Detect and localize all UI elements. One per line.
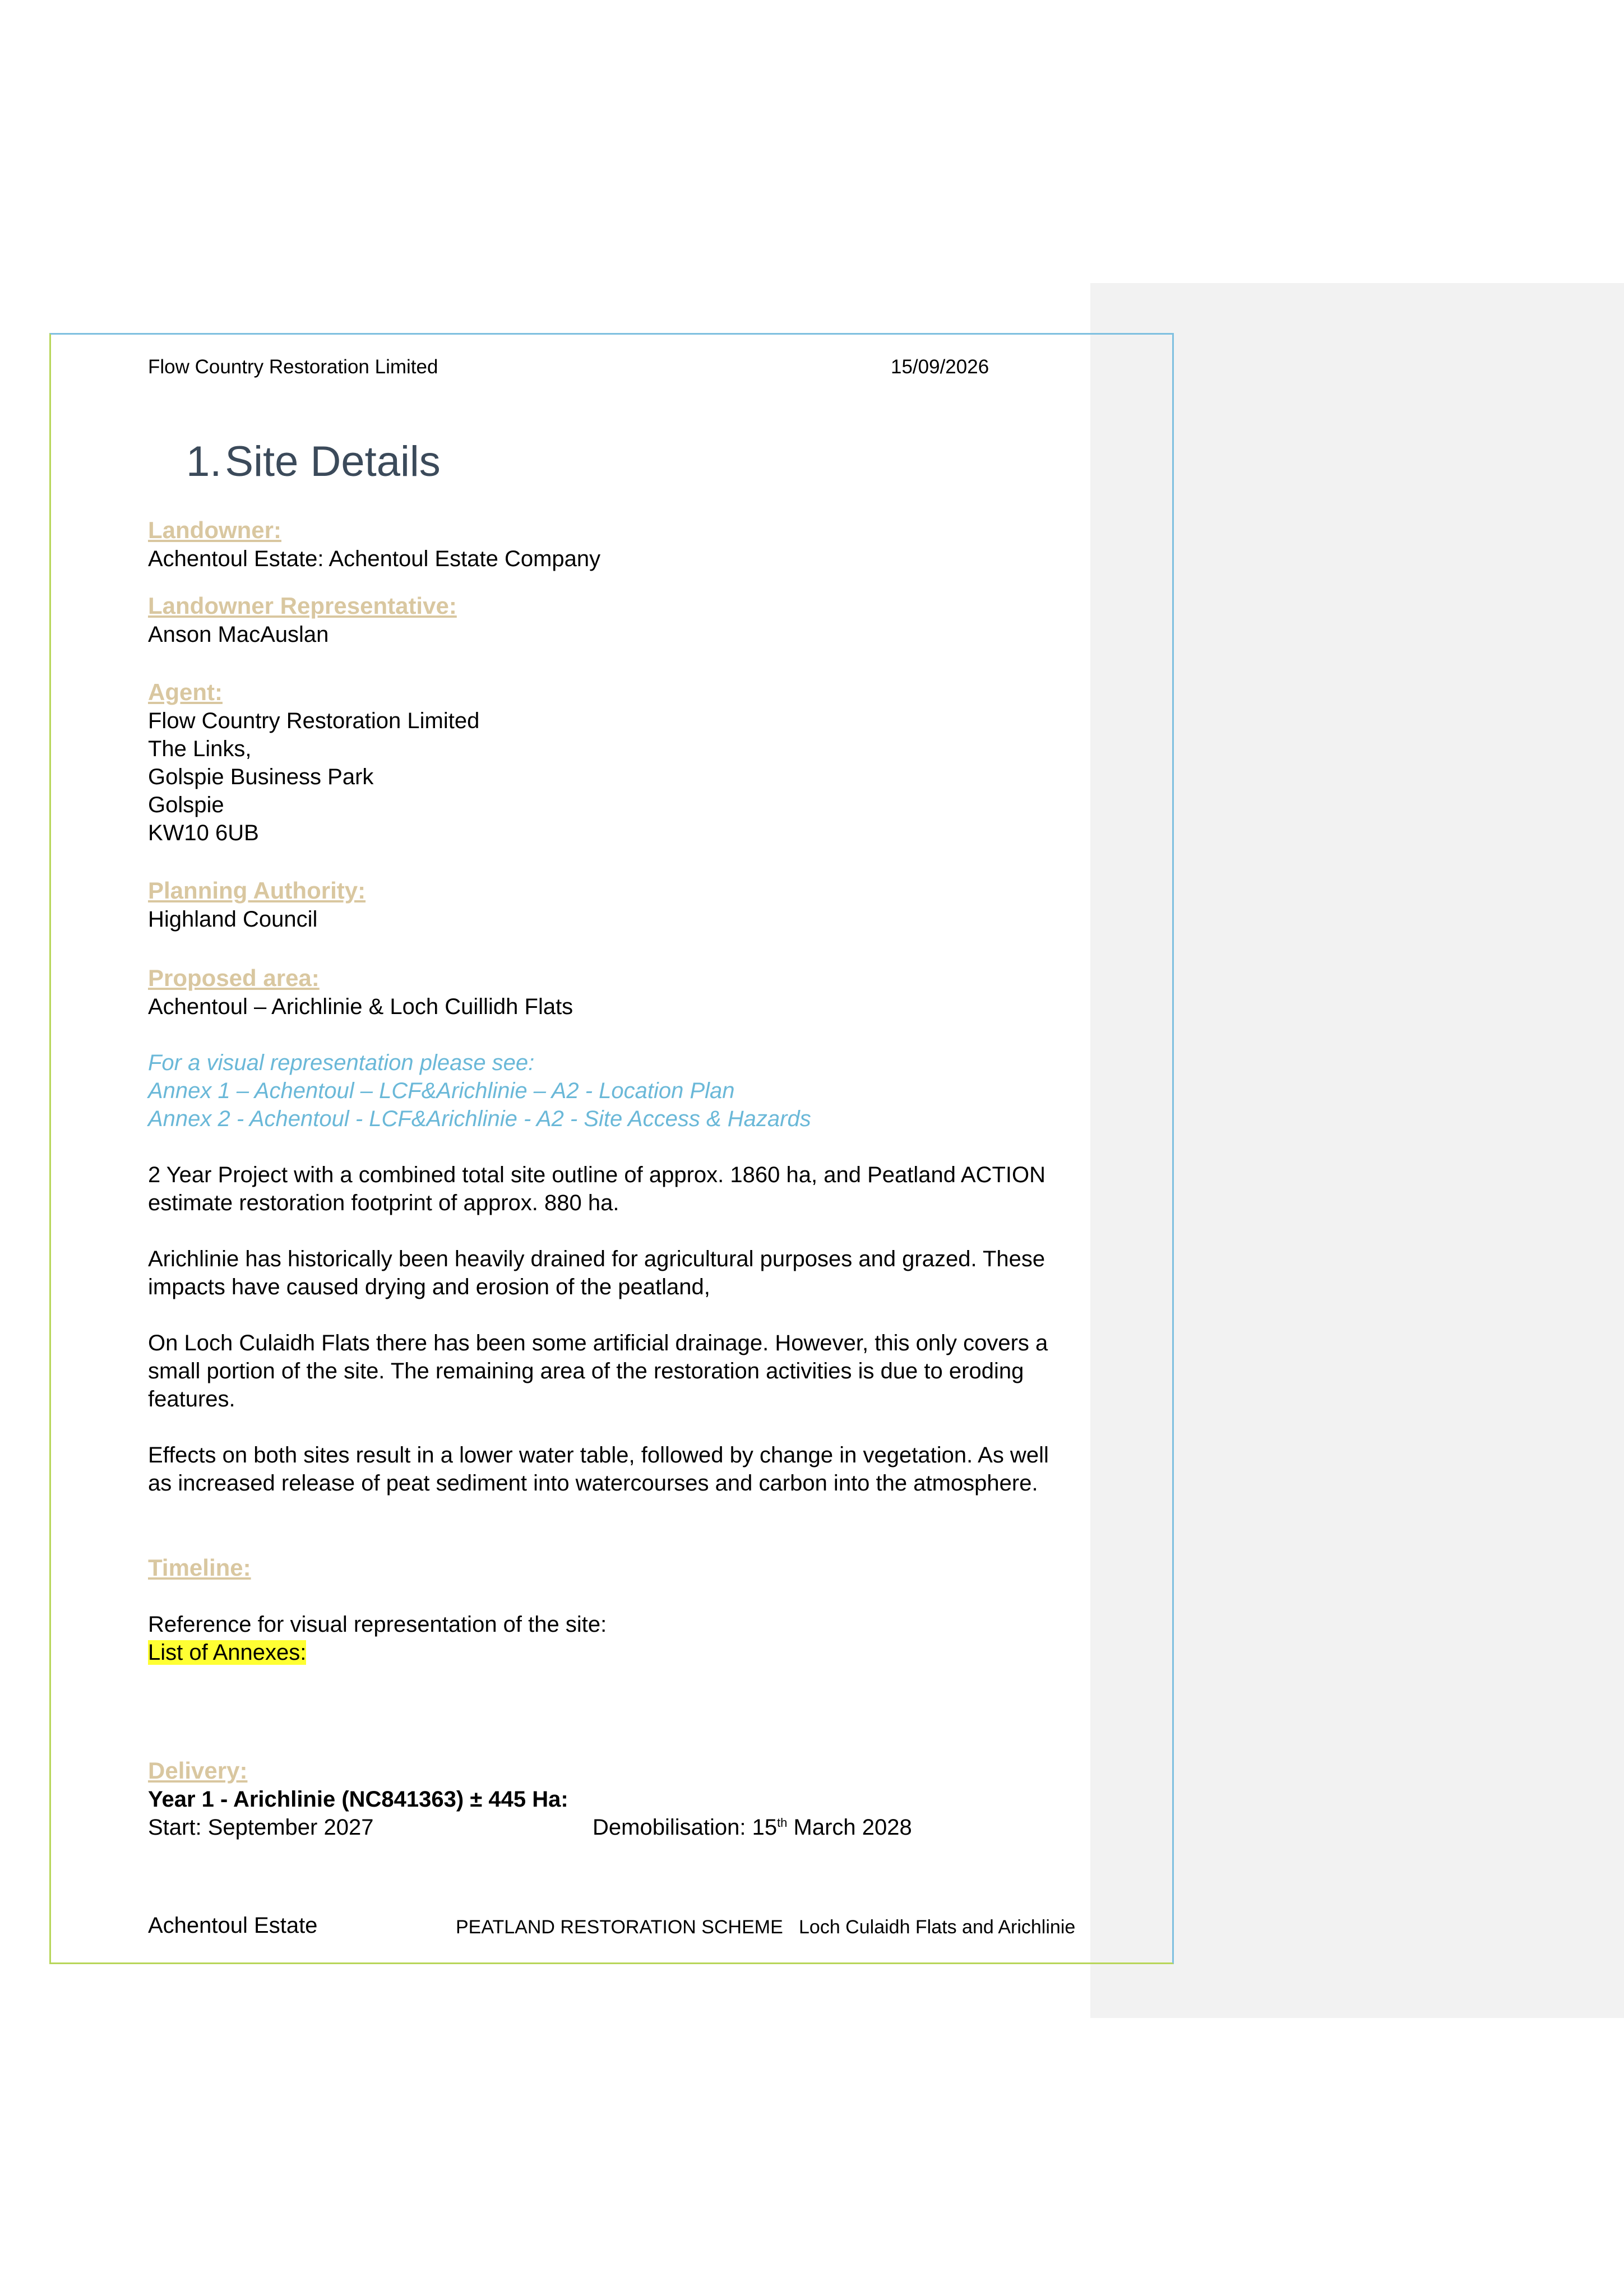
paragraph-line: estimate restoration footprint of approx. 880 ha. [148, 1191, 619, 1215]
visual-intro: For a visual representation please see: [148, 1050, 535, 1075]
section-title [186, 437, 441, 486]
demob-sup: th [777, 1816, 788, 1830]
annex-link[interactable]: Annex 1 – Achentoul – LCF&Arichlinie – A2 - Location Plan [148, 1078, 735, 1103]
delivery-heading: Delivery: [148, 1757, 248, 1784]
section-number: 1. [186, 438, 222, 485]
agent-line: The Links, [148, 737, 252, 761]
agent-line: Flow Country Restoration Limited [148, 709, 480, 733]
demob-prefix: Demobilisation: 15 [593, 1815, 778, 1840]
agent-heading: Agent: [148, 679, 223, 705]
demob-suffix: March 2028 [787, 1815, 912, 1840]
proposed-value: Achentoul – Arichlinie & Loch Cuillidh Flats [148, 994, 573, 1019]
delivery-demobilisation [593, 1813, 912, 1841]
page-border [49, 333, 1174, 1964]
timeline-heading: Timeline: [148, 1554, 251, 1581]
paragraph-line: 2 Year Project with a combined total site outline of approx. 1860 ha, and Peatland ACTION [148, 1163, 1045, 1187]
landowner-rep-heading: Landowner Representative: [148, 592, 457, 619]
paragraph-line: features. [148, 1387, 235, 1411]
planning-value: Highland Council [148, 907, 318, 932]
planning-heading: Planning Authority: [148, 877, 366, 904]
timeline-reference: Reference for visual representation of the site: [148, 1612, 607, 1637]
paragraph-line: Arichlinie has historically been heavily drained for agricultural purposes and grazed. These [148, 1247, 1045, 1271]
list-of-annexes-highlight: List of Annexes: [148, 1640, 307, 1665]
paragraph-line: small portion of the site. The remaining area of the restoration activities is due to eroding [148, 1359, 1024, 1383]
list-of-annexes [148, 1638, 306, 1667]
footer-left: Achentoul Estate [148, 1913, 318, 1938]
agent-line: Golspie Business Park [148, 765, 374, 789]
paragraph-line: Effects on both sites result in a lower water table, followed by change in vegetation. As well [148, 1443, 1049, 1468]
agent-line: KW10 6UB [148, 821, 259, 845]
paragraph-line: impacts have caused drying and erosion of the peatland, [148, 1275, 710, 1299]
section-title-text: Site Details [225, 438, 441, 485]
footer-center: PEATLAND RESTORATION SCHEME [456, 1917, 783, 1938]
delivery-year1: Year 1 - Arichlinie (NC841363) ± 445 Ha: [148, 1787, 568, 1812]
landowner-value: Achentoul Estate: Achentoul Estate Company [148, 547, 601, 571]
proposed-heading: Proposed area: [148, 965, 320, 991]
header-date: 15/09/2026 [891, 356, 989, 378]
paragraph-line: On Loch Culaidh Flats there has been some artificial drainage. However, this only covers a [148, 1331, 1048, 1355]
agent-line: Golspie [148, 793, 224, 817]
delivery-start: Start: September 2027 [148, 1815, 374, 1840]
footer-right: Loch Culaidh Flats and Arichlinie [799, 1917, 1076, 1938]
landowner-heading: Landowner: [148, 517, 281, 543]
header-company: Flow Country Restoration Limited [148, 356, 438, 378]
annex-link[interactable]: Annex 2 - Achentoul - LCF&Arichlinie - A2 - Site Access & Hazards [148, 1107, 811, 1131]
landowner-rep-value: Anson MacAuslan [148, 622, 329, 647]
paragraph-line: as increased release of peat sediment into watercourses and carbon into the atmosphere. [148, 1471, 1038, 1496]
